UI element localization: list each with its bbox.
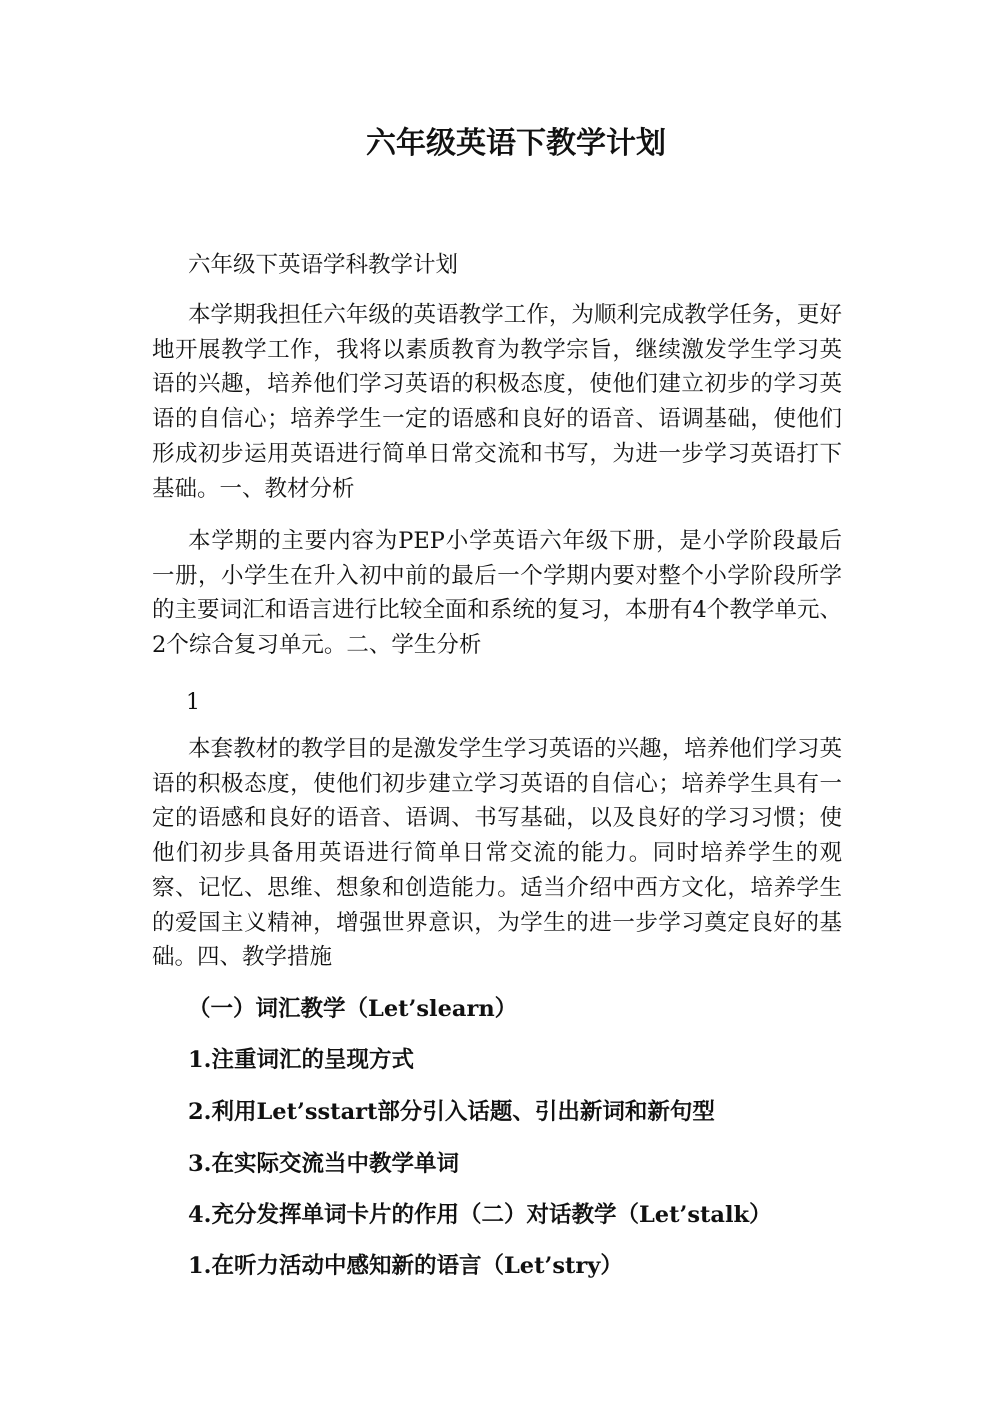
page-number: 1 [186,690,200,715]
heading-item-4: 4.充分发挥单词卡片的作用（二）对话教学（Let’stalk） [188,1202,772,1228]
document-subtitle: 六年级下英语学科教学计划 [188,252,459,278]
document-title: 六年级英语下教学计划 [366,126,666,161]
heading-item-2: 2.利用Let’sstart部分引入话题、引出新词和新句型 [188,1099,715,1125]
heading-vocabulary-teaching: （一）词汇教学（Let’slearn） [188,996,518,1022]
paragraph-student-analysis: 本套教材的教学目的是激发学生学习英语的兴趣，培养他们学习英语的积极态度，使他们初步建立学习英语的自信心；培养学生具有一定的语感和良好的语音、语调、书写基础，以及良好的学习习惯；使他们初步具备用英语进行简单日常交流的能力。同时培养学生的观察、记忆、思维、想象和创造能力。适当介绍中西方文化，培养学生的爱国主义精神，增强世界意识，为学生的进一步学习奠定良好的基础。四、教学措施 [152,736,842,971]
heading-dialogue-item-1: 1.在听力活动中感知新的语言（Let’stry） [188,1253,623,1279]
paragraph-intro: 本学期我担任六年级的英语教学工作，为顺利完成教学任务，更好地开展教学工作，我将以素质教育为教学宗旨，继续激发学生学习英语的兴趣，培养他们学习英语的积极态度，使他们建立初步的学习英语的自信心；培养学生一定的语感和良好的语音、语调基础，使他们形成初步运用英语进行简单日常交流和书写，为进一步学习英语打下基础。一、教材分析 [152,302,842,502]
heading-item-1: 1.注重词汇的呈现方式 [188,1047,414,1073]
heading-item-3: 3.在实际交流当中教学单词 [188,1151,459,1177]
paragraph-textbook-analysis: 本学期的主要内容为PEP小学英语六年级下册，是小学阶段最后一册，小学生在升入初中前的最后一个学期内要对整个小学阶段所学的主要词汇和语言进行比较全面和系统的复习，本册有4个教学单元、2个综合复习单元。二、学生分析 [152,528,842,659]
